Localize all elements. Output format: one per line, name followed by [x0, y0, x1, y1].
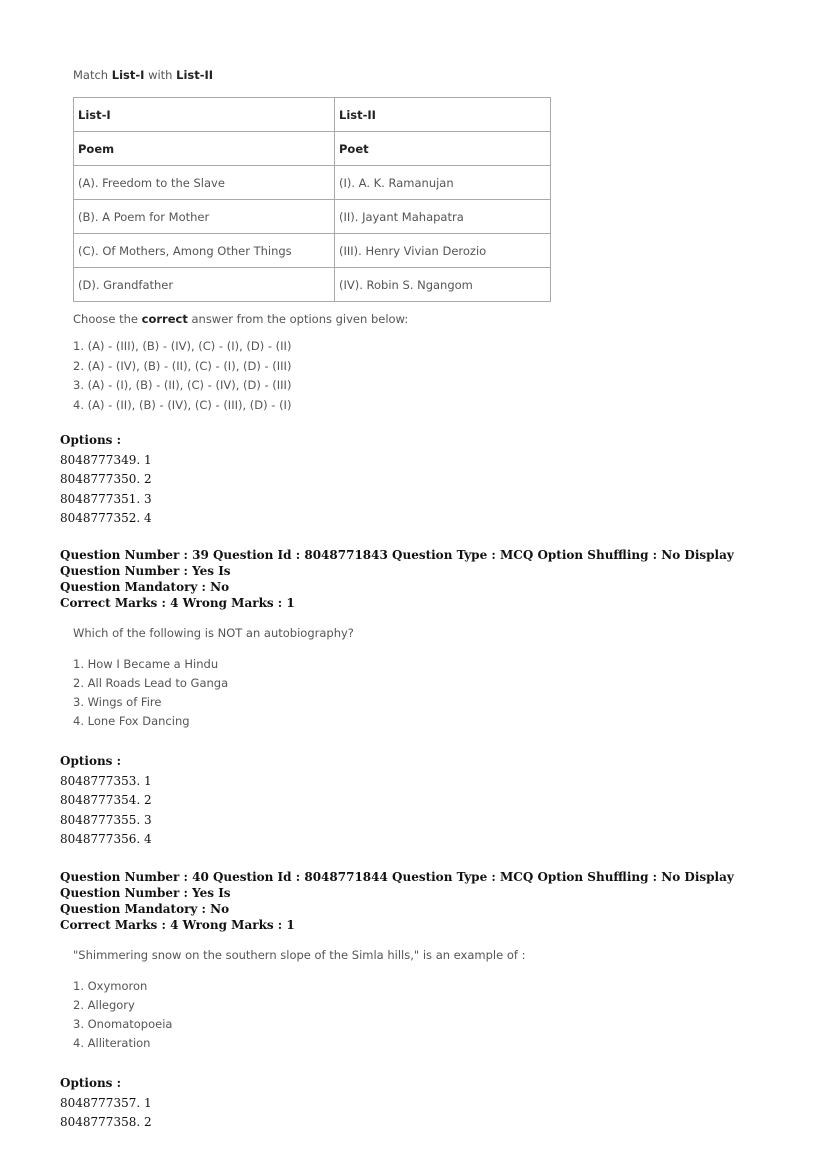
question-40-text: "Shimmering snow on the southern slope of the Simla hills," is an example of : — [73, 948, 526, 962]
table-cell: (A). Freedom to the Slave — [74, 166, 335, 200]
choice-item: 1. Oxymoron — [73, 979, 148, 993]
option-item: 8048777355. 3 — [60, 812, 152, 827]
match-table — [73, 97, 551, 302]
option-item: 8048777354. 2 — [60, 793, 152, 807]
options-label: Options : — [60, 1076, 122, 1090]
options-label: Options : — [60, 754, 122, 768]
question-38-title: Match List-I with List-II — [73, 68, 214, 82]
table-cell: (IV). Robin S. Ngangom — [335, 268, 551, 302]
table-header-list1: List-I — [74, 98, 335, 132]
option-item: 8048777349. 1 — [60, 452, 152, 467]
table-header-list2: List-II — [335, 98, 551, 132]
question-38-choices — [73, 337, 551, 415]
choice-item: 3. Wings of Fire — [73, 695, 162, 709]
question-39-image — [73, 624, 354, 731]
choice-item: 2. (A) - (IV), (B) - (II), (C) - (I), (D) - (III) — [73, 358, 292, 373]
option-item: 8048777356. 4 — [60, 832, 152, 846]
choice-item: 1. How I Became a Hindu — [73, 657, 219, 671]
choice-item: 3. (A) - (I), (B) - (II), (C) - (IV), (D) - (III) — [73, 378, 292, 392]
question-39-marks: Correct Marks : 4 Wrong Marks : 1 — [60, 596, 295, 610]
options-label: Options : — [60, 433, 122, 447]
question-39-meta-line2: Question Mandatory : No — [60, 580, 230, 594]
table-row — [74, 268, 551, 302]
table-cell: (III). Henry Vivian Derozio — [335, 234, 551, 268]
table-row — [74, 234, 551, 268]
question-40-meta-line2: Question Mandatory : No — [60, 902, 230, 916]
question-39-options — [60, 752, 152, 850]
table-header-row — [74, 98, 551, 132]
option-item: 8048777352. 4 — [60, 511, 152, 525]
question-38-image — [73, 66, 551, 415]
choice-item: 4. (A) - (II), (B) - (IV), (C) - (III), (D) - (I) — [73, 397, 292, 412]
table-cell: (II). Jayant Mahapatra — [335, 200, 551, 234]
choice-item: 2. Allegory — [73, 998, 135, 1012]
option-item: 8048777351. 3 — [60, 491, 152, 506]
table-subheader-poem: Poem — [74, 132, 335, 166]
table-cell: (C). Of Mothers, Among Other Things — [74, 234, 335, 268]
table-cell: (B). A Poem for Mother — [74, 200, 335, 234]
question-40-options — [60, 1074, 152, 1133]
option-item: 8048777357. 1 — [60, 1095, 152, 1110]
question-40-meta-line1: Question Number : 40 Question Id : 8048771844 Question Type : MCQ Option Shuffling : No Display Question Number : Yes Is — [60, 870, 734, 900]
choice-item: 4. Alliteration — [73, 1036, 151, 1050]
question-39-meta — [60, 547, 750, 611]
table-row — [74, 200, 551, 234]
choose-instruction: Choose the correct answer from the options given below: — [73, 312, 409, 326]
choice-item: 1. (A) - (III), (B) - (IV), (C) - (I), (D) - (II) — [73, 339, 292, 353]
table-subheader-row — [74, 132, 551, 166]
question-40-meta — [60, 869, 750, 933]
table-row — [74, 166, 551, 200]
option-item: 8048777358. 2 — [60, 1115, 152, 1129]
question-39-text: Which of the following is NOT an autobiography? — [73, 626, 354, 640]
choice-item: 4. Lone Fox Dancing — [73, 714, 190, 728]
option-item: 8048777353. 1 — [60, 773, 152, 788]
question-40-image — [73, 946, 525, 1053]
table-cell: (I). A. K. Ramanujan — [335, 166, 551, 200]
choice-item: 2. All Roads Lead to Ganga — [73, 676, 229, 690]
table-cell: (D). Grandfather — [74, 268, 335, 302]
question-39-meta-line1: Question Number : 39 Question Id : 8048771843 Question Type : MCQ Option Shuffling : No Display Question Number : Yes Is — [60, 548, 734, 578]
question-40-marks: Correct Marks : 4 Wrong Marks : 1 — [60, 918, 295, 932]
option-item: 8048777350. 2 — [60, 472, 152, 486]
question-38-options — [60, 431, 152, 529]
choice-item: 3. Onomatopoeia — [73, 1017, 173, 1031]
table-subheader-poet: Poet — [335, 132, 551, 166]
